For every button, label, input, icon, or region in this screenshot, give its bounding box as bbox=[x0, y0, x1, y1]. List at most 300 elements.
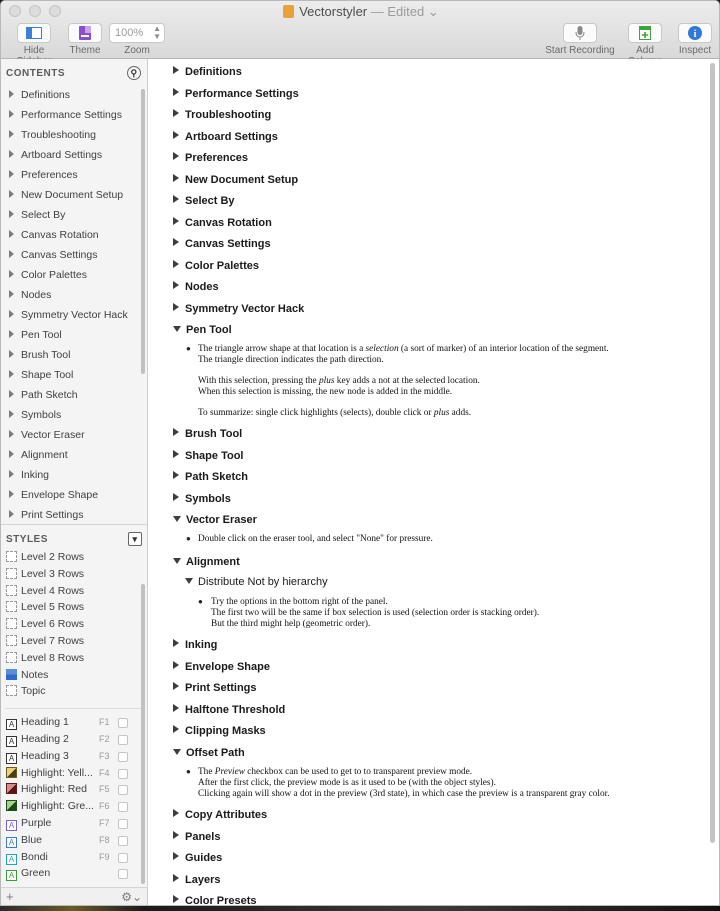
contents-header bbox=[1, 59, 147, 85]
note-text-run: The bbox=[198, 767, 215, 777]
letter-a-icon: A bbox=[6, 719, 17, 730]
char-style-item[interactable] bbox=[1, 866, 148, 883]
expand-triangle-icon[interactable] bbox=[173, 852, 179, 860]
bullet-icon: ● bbox=[186, 767, 191, 776]
outline-row-expanded[interactable] bbox=[173, 324, 232, 336]
disclosure-triangle-icon[interactable] bbox=[9, 350, 14, 358]
gear-icon[interactable]: ⚙⌄ bbox=[121, 890, 142, 904]
outline-row[interactable] bbox=[173, 471, 248, 483]
expand-triangle-icon[interactable] bbox=[173, 303, 179, 311]
row-text: Artboard Settings bbox=[185, 130, 278, 143]
note-text[interactable]: The first two will be the same if box selection is used (selection order is stacking order). bbox=[211, 608, 540, 618]
sidebar-item-label: Alignment bbox=[21, 449, 68, 461]
expand-triangle-icon[interactable] bbox=[173, 725, 179, 733]
outline-row[interactable] bbox=[173, 109, 271, 121]
stepper-icon[interactable]: ▲ ▼ bbox=[153, 24, 161, 41]
sidebar-item-label: Artboard Settings bbox=[21, 149, 103, 161]
shortcut-key: F8 bbox=[99, 834, 110, 845]
note-text[interactable] bbox=[198, 408, 471, 419]
row-style-icon bbox=[6, 618, 17, 629]
notes-style-icon bbox=[6, 669, 17, 680]
hide-sidebar-label: Hide bbox=[23, 45, 45, 56]
row-text: Offset Path bbox=[186, 746, 245, 759]
outline-row[interactable] bbox=[173, 704, 285, 716]
style-checkbox[interactable] bbox=[118, 735, 128, 745]
row-text: Distribute Not by hierarchy bbox=[198, 576, 328, 588]
row-text: Alignment bbox=[186, 556, 240, 568]
disclosure-triangle-icon[interactable] bbox=[9, 190, 14, 198]
outline-row[interactable] bbox=[173, 809, 267, 821]
disclosure-triangle-icon[interactable] bbox=[9, 230, 14, 238]
sidebar-item[interactable] bbox=[1, 205, 147, 225]
shortcut-key: F5 bbox=[99, 784, 110, 795]
theme-label: Theme bbox=[69, 45, 101, 56]
outline-row[interactable] bbox=[173, 450, 243, 462]
chevron-down-icon: ⌄ bbox=[424, 4, 439, 19]
expand-triangle-icon[interactable] bbox=[173, 131, 179, 139]
disclosure-triangle-icon[interactable] bbox=[9, 490, 14, 498]
outline-row[interactable] bbox=[173, 895, 257, 906]
expand-triangle-icon[interactable] bbox=[173, 174, 179, 182]
style-checkbox[interactable] bbox=[118, 752, 128, 762]
sidebar-item[interactable] bbox=[1, 505, 147, 525]
zoom-label: Zoom bbox=[124, 45, 150, 56]
style-label: Heading 1 bbox=[21, 716, 69, 729]
collapse-triangle-icon[interactable] bbox=[173, 749, 181, 755]
row-text: Color Presets bbox=[185, 895, 257, 906]
sidebar-item-label: Brush Tool bbox=[21, 349, 71, 361]
row-text: Preferences bbox=[185, 152, 248, 164]
styles-divider bbox=[5, 701, 144, 709]
sidebar-item-label: Vector Eraser bbox=[21, 429, 85, 441]
row-text: Shape Tool bbox=[185, 449, 244, 462]
outline-row[interactable] bbox=[173, 831, 220, 843]
sidebar-item[interactable] bbox=[1, 85, 147, 105]
expand-triangle-icon[interactable] bbox=[173, 88, 179, 96]
char-style-item[interactable] bbox=[1, 749, 148, 766]
style-checkbox[interactable] bbox=[118, 819, 128, 829]
expand-triangle-icon[interactable] bbox=[173, 809, 179, 817]
note-text[interactable]: Double click on the eraser tool, and select "None" for pressure. bbox=[198, 534, 433, 544]
style-label: Highlight: Gre... bbox=[21, 800, 94, 813]
bullet-icon: ● bbox=[186, 534, 191, 543]
sidebar-item-label: New Document Setup bbox=[21, 189, 124, 201]
add-icon[interactable]: + bbox=[6, 889, 14, 904]
row-text: Vector Eraser bbox=[186, 514, 257, 526]
sidebar-item[interactable] bbox=[1, 485, 147, 505]
style-label: Blue bbox=[21, 833, 43, 846]
row-text: Definitions bbox=[185, 66, 242, 78]
style-item[interactable] bbox=[1, 617, 148, 634]
letter-a-icon: A bbox=[6, 854, 17, 865]
sidebar-item[interactable] bbox=[1, 145, 147, 165]
sidebar-item-label: Envelope Shape bbox=[21, 489, 99, 501]
style-item[interactable] bbox=[1, 550, 148, 567]
row-text: New Document Setup bbox=[185, 173, 299, 186]
search-icon[interactable]: ⚲ bbox=[127, 66, 141, 80]
outline-row[interactable] bbox=[173, 238, 271, 250]
add-column-label: Add bbox=[636, 45, 654, 56]
sidebar-footer bbox=[1, 887, 148, 906]
expand-triangle-icon[interactable] bbox=[173, 831, 179, 839]
note-text-em: plus bbox=[433, 408, 450, 418]
sidebar-item-label: Symbols bbox=[21, 409, 62, 421]
disclosure-triangle-icon[interactable] bbox=[9, 370, 14, 378]
collapse-triangle-icon[interactable] bbox=[173, 558, 181, 564]
outline-row[interactable] bbox=[173, 428, 242, 440]
letter-a-icon: A bbox=[6, 736, 17, 747]
expand-triangle-icon[interactable] bbox=[173, 217, 179, 225]
letter-a-icon: A bbox=[6, 870, 17, 881]
note-text[interactable]: Clicking again will show a dot in the preview (3rd state), in which case the preview is a transparent gray color. bbox=[198, 789, 610, 799]
outline-row[interactable] bbox=[173, 260, 259, 272]
style-item[interactable] bbox=[1, 600, 148, 617]
expand-triangle-icon[interactable] bbox=[173, 639, 179, 647]
start-recording-button[interactable] bbox=[545, 23, 615, 56]
style-label: Level 2 Rows bbox=[21, 551, 85, 563]
outline-row[interactable] bbox=[173, 639, 217, 651]
outline-row[interactable] bbox=[173, 303, 304, 315]
row-text: Path Sketch bbox=[185, 471, 248, 483]
sidebar-item-label: Inking bbox=[21, 469, 50, 481]
row-style-icon bbox=[6, 652, 17, 663]
sidebar-item[interactable] bbox=[1, 405, 147, 425]
add-column-icon bbox=[628, 23, 662, 43]
contents-list bbox=[1, 85, 147, 525]
disclosure-triangle-icon[interactable] bbox=[9, 470, 14, 478]
collapse-triangle-icon[interactable] bbox=[173, 326, 181, 332]
letter-a-icon: A bbox=[6, 837, 17, 848]
highlight-green-icon bbox=[6, 800, 17, 811]
disclosure-triangle-icon[interactable] bbox=[9, 390, 14, 398]
row-style-icon bbox=[6, 635, 17, 646]
char-style-item[interactable] bbox=[1, 799, 148, 816]
styles-title: STYLES bbox=[6, 534, 48, 545]
style-label: Heading 3 bbox=[21, 749, 69, 762]
expand-triangle-icon[interactable] bbox=[173, 895, 179, 903]
editor-scrollbar[interactable] bbox=[710, 63, 715, 843]
expand-triangle-icon[interactable] bbox=[173, 66, 179, 74]
note-text-run: (a sort of marker) of an interior location of the segment. bbox=[398, 344, 609, 354]
disclosure-triangle-icon[interactable] bbox=[9, 210, 14, 218]
style-label: Topic bbox=[21, 685, 46, 698]
style-item[interactable] bbox=[1, 651, 148, 668]
char-style-item[interactable] bbox=[1, 816, 148, 833]
disclosure-triangle-icon[interactable] bbox=[9, 410, 14, 418]
expand-triangle-icon[interactable] bbox=[173, 471, 179, 479]
disclosure-triangle-icon[interactable] bbox=[9, 270, 14, 278]
style-item[interactable] bbox=[1, 684, 148, 701]
sidebar-item[interactable] bbox=[1, 285, 147, 305]
styles-menu-icon[interactable]: ▾ bbox=[128, 532, 142, 546]
sidebar-item[interactable] bbox=[1, 305, 147, 325]
outline-row[interactable] bbox=[173, 725, 266, 737]
disclosure-triangle-icon[interactable] bbox=[9, 310, 14, 318]
sidebar-item[interactable] bbox=[1, 325, 147, 345]
disclosure-triangle-icon[interactable] bbox=[9, 170, 14, 178]
row-text: Performance Settings bbox=[185, 87, 299, 100]
collapse-triangle-icon[interactable] bbox=[173, 516, 181, 522]
window-title bbox=[1, 4, 720, 20]
disclosure-triangle-icon[interactable] bbox=[9, 290, 14, 298]
expand-triangle-icon[interactable] bbox=[173, 661, 179, 669]
style-item[interactable] bbox=[1, 584, 148, 601]
sidebar-item-label: Preferences bbox=[21, 169, 78, 181]
shortcut-key: F4 bbox=[99, 767, 110, 778]
sidebar-item[interactable] bbox=[1, 445, 147, 465]
sidebar-item[interactable] bbox=[1, 265, 147, 285]
note-text-em: selection bbox=[365, 344, 399, 354]
sidebar-item[interactable] bbox=[1, 225, 147, 245]
style-item[interactable] bbox=[1, 567, 148, 584]
style-label: Notes bbox=[21, 668, 49, 681]
note-text[interactable]: But the third might help (geometric order). bbox=[211, 619, 371, 629]
edited-status[interactable]: — Edited bbox=[370, 4, 425, 19]
note-text[interactable] bbox=[198, 344, 609, 355]
row-text: Pen Tool bbox=[186, 324, 232, 336]
expand-triangle-icon[interactable] bbox=[173, 493, 179, 501]
sidebar-item-label: Shape Tool bbox=[21, 369, 74, 381]
start-recording-label: Start Recording bbox=[545, 45, 615, 56]
sidebar-item[interactable] bbox=[1, 385, 147, 405]
outline-row[interactable] bbox=[173, 217, 272, 229]
style-label: Highlight: Yell... bbox=[21, 766, 93, 779]
zoom-value: 100% bbox=[115, 27, 144, 39]
outline-row[interactable] bbox=[173, 874, 220, 886]
note-text-run: To summarize: single click highlights (selects), double click or bbox=[198, 408, 434, 418]
inspect-label: Inspect bbox=[678, 45, 712, 56]
style-checkbox[interactable] bbox=[118, 869, 128, 879]
row-text: Canvas Settings bbox=[185, 238, 271, 250]
row-text: Inking bbox=[185, 639, 218, 651]
style-label: Green bbox=[21, 867, 51, 880]
highlight-yellow-icon bbox=[6, 767, 17, 778]
outline-row-expanded[interactable] bbox=[173, 747, 245, 759]
row-text: Guides bbox=[185, 852, 223, 864]
note-text-run: With this selection, pressing the bbox=[198, 376, 319, 386]
styles-header bbox=[1, 524, 148, 550]
contents-title: CONTENTS bbox=[6, 68, 65, 79]
shortcut-key: F9 bbox=[99, 851, 110, 862]
outline-row[interactable] bbox=[173, 661, 270, 673]
style-label: Heading 2 bbox=[21, 732, 69, 745]
sidebar-item[interactable] bbox=[1, 345, 147, 365]
collapse-triangle-icon[interactable] bbox=[185, 578, 193, 584]
style-item[interactable] bbox=[1, 668, 148, 685]
window-title-text: Vectorstyler bbox=[299, 4, 368, 19]
sidebar-item[interactable] bbox=[1, 245, 147, 265]
disclosure-triangle-icon[interactable] bbox=[9, 110, 14, 118]
sidebar-item-label: Select By bbox=[21, 209, 66, 221]
styles-scrollbar[interactable] bbox=[141, 584, 145, 884]
row-text: Print Settings bbox=[185, 682, 257, 694]
outline-row-expanded[interactable] bbox=[173, 556, 240, 568]
disclosure-triangle-icon[interactable] bbox=[9, 510, 14, 518]
row-text: Troubleshooting bbox=[185, 109, 272, 121]
outline-row[interactable] bbox=[173, 281, 219, 293]
style-checkbox[interactable] bbox=[118, 785, 128, 795]
style-label: Bondi bbox=[21, 850, 48, 863]
row-text: Canvas Rotation bbox=[185, 216, 272, 229]
inspect-button[interactable] bbox=[676, 23, 714, 56]
char-style-item[interactable] bbox=[1, 833, 148, 850]
style-item[interactable] bbox=[1, 634, 148, 651]
note-text[interactable] bbox=[198, 767, 472, 778]
outline-row[interactable] bbox=[173, 88, 299, 100]
zoom-field[interactable] bbox=[109, 23, 165, 43]
outline-row[interactable] bbox=[173, 493, 231, 505]
expand-triangle-icon[interactable] bbox=[173, 428, 179, 436]
row-style-icon bbox=[6, 551, 17, 562]
outline-row[interactable] bbox=[173, 152, 248, 164]
sidebar-icon bbox=[17, 23, 51, 43]
desktop-background bbox=[0, 906, 720, 911]
shortcut-key: F3 bbox=[99, 750, 110, 761]
outline-row[interactable] bbox=[173, 174, 298, 186]
expand-triangle-icon[interactable] bbox=[173, 874, 179, 882]
disclosure-triangle-icon[interactable] bbox=[9, 130, 14, 138]
theme-button[interactable] bbox=[65, 23, 105, 56]
shortcut-key: F1 bbox=[99, 717, 110, 728]
sidebar-item[interactable] bbox=[1, 365, 147, 385]
info-icon bbox=[678, 23, 712, 43]
expand-triangle-icon[interactable] bbox=[173, 195, 179, 203]
row-text: Select By bbox=[185, 195, 235, 207]
style-label: Level 4 Rows bbox=[21, 584, 85, 597]
style-checkbox[interactable] bbox=[118, 769, 128, 779]
row-text: Brush Tool bbox=[185, 428, 243, 440]
sidebar-item[interactable] bbox=[1, 425, 147, 445]
row-text: Panels bbox=[185, 830, 221, 843]
note-text-em: plus bbox=[318, 376, 335, 386]
expand-triangle-icon[interactable] bbox=[173, 281, 179, 289]
sidebar-item-label: Color Palettes bbox=[21, 269, 87, 281]
disclosure-triangle-icon[interactable] bbox=[9, 430, 14, 438]
sidebar bbox=[1, 59, 148, 906]
sidebar-item[interactable] bbox=[1, 105, 147, 125]
note-text-run: key adds a not at the selected location. bbox=[334, 376, 480, 386]
outline-row-expanded[interactable] bbox=[173, 514, 257, 526]
sidebar-item-label: Print Settings bbox=[21, 509, 84, 521]
theme-icon bbox=[68, 23, 102, 43]
toolbar bbox=[1, 1, 720, 59]
bullet-icon: ● bbox=[186, 344, 191, 353]
row-text: Symmetry Vector Hack bbox=[185, 302, 305, 315]
microphone-icon bbox=[563, 23, 597, 43]
style-label: Level 3 Rows bbox=[21, 567, 85, 580]
style-label: Highlight: Red bbox=[21, 783, 87, 796]
char-style-item[interactable] bbox=[1, 715, 148, 732]
disclosure-triangle-icon[interactable] bbox=[9, 150, 14, 158]
row-text: Symbols bbox=[185, 492, 231, 505]
note-text[interactable] bbox=[198, 376, 480, 387]
sidebar-item-label: Troubleshooting bbox=[21, 129, 96, 141]
sidebar-item-label: Canvas Rotation bbox=[21, 229, 99, 241]
expand-triangle-icon[interactable] bbox=[173, 704, 179, 712]
row-text: Halftone Threshold bbox=[185, 703, 286, 716]
disclosure-triangle-icon[interactable] bbox=[9, 90, 14, 98]
outline-row[interactable] bbox=[173, 195, 235, 207]
char-style-item[interactable] bbox=[1, 732, 148, 749]
style-label: Level 8 Rows bbox=[21, 651, 85, 664]
note-text[interactable]: After the first click, the preview mode is as it used to be (with the object styles). bbox=[198, 778, 496, 788]
sidebar-item[interactable] bbox=[1, 185, 147, 205]
disclosure-triangle-icon[interactable] bbox=[9, 250, 14, 258]
note-text-run: adds. bbox=[449, 408, 472, 418]
sidebar-item-label: Pen Tool bbox=[21, 329, 62, 341]
sidebar-item-label: Definitions bbox=[21, 89, 71, 101]
expand-triangle-icon[interactable] bbox=[173, 260, 179, 268]
highlight-red-icon bbox=[6, 783, 17, 794]
letter-a-icon: A bbox=[6, 753, 17, 764]
sidebar-item[interactable] bbox=[1, 465, 147, 485]
row-text: Copy Attributes bbox=[185, 809, 268, 821]
sidebar-item[interactable] bbox=[1, 125, 147, 145]
expand-triangle-icon[interactable] bbox=[173, 238, 179, 246]
sidebar-item-label: Nodes bbox=[21, 289, 52, 301]
outline-row-expanded[interactable] bbox=[185, 576, 328, 588]
outline-row[interactable] bbox=[173, 682, 257, 694]
contents-scrollbar[interactable] bbox=[141, 89, 145, 374]
style-label: Level 5 Rows bbox=[21, 601, 85, 614]
style-checkbox[interactable] bbox=[118, 836, 128, 846]
style-label: Purple bbox=[21, 816, 52, 829]
expand-triangle-icon[interactable] bbox=[173, 152, 179, 160]
style-checkbox[interactable] bbox=[118, 853, 128, 863]
row-style-icon bbox=[6, 601, 17, 612]
char-style-item[interactable] bbox=[1, 766, 148, 783]
shortcut-key: F6 bbox=[99, 801, 110, 812]
styles-panel bbox=[1, 524, 148, 883]
row-text: Nodes bbox=[185, 281, 219, 293]
note-text-run: checkbox can be used to get to to transparent preview mode. bbox=[244, 767, 473, 777]
note-text[interactable]: The triangle direction indicates the path direction. bbox=[198, 355, 384, 365]
expand-triangle-icon[interactable] bbox=[173, 450, 179, 458]
char-style-item[interactable] bbox=[1, 850, 148, 867]
sidebar-item-label: Path Sketch bbox=[21, 389, 78, 401]
row-style-icon bbox=[6, 568, 17, 579]
zoom-control[interactable] bbox=[109, 23, 165, 56]
note-text[interactable]: Try the options in the bottom right of the panel. bbox=[211, 597, 388, 607]
disclosure-triangle-icon[interactable] bbox=[9, 450, 14, 458]
outline-editor[interactable] bbox=[149, 59, 719, 906]
style-label: Level 6 Rows bbox=[21, 618, 85, 631]
outline-row[interactable] bbox=[173, 131, 278, 143]
sidebar-item-label: Symmetry Vector Hack bbox=[21, 309, 128, 321]
bullet-icon: ● bbox=[198, 597, 203, 606]
outline-row[interactable] bbox=[173, 852, 222, 864]
disclosure-triangle-icon[interactable] bbox=[9, 330, 14, 338]
char-style-item[interactable] bbox=[1, 782, 148, 799]
document-icon bbox=[283, 5, 294, 18]
row-text: Clipping Masks bbox=[185, 725, 266, 737]
sidebar-item[interactable] bbox=[1, 165, 147, 185]
row-text: Layers bbox=[185, 873, 221, 886]
svg-text:i: i bbox=[693, 29, 697, 40]
note-text-em: Preview bbox=[214, 767, 245, 777]
style-checkbox[interactable] bbox=[118, 802, 128, 812]
shortcut-key: F2 bbox=[99, 733, 110, 744]
expand-triangle-icon[interactable] bbox=[173, 682, 179, 690]
style-checkbox[interactable] bbox=[118, 718, 128, 728]
row-style-icon bbox=[6, 585, 17, 596]
sidebar-item-label: Canvas Settings bbox=[21, 249, 98, 261]
style-label: Level 7 Rows bbox=[21, 634, 85, 647]
note-text[interactable]: When this selection is missing, the new node is added in the middle. bbox=[198, 387, 453, 397]
expand-triangle-icon[interactable] bbox=[173, 109, 179, 117]
note-text-run: The triangle arrow shape at that location is a bbox=[198, 344, 366, 354]
outline-row[interactable] bbox=[173, 66, 242, 78]
